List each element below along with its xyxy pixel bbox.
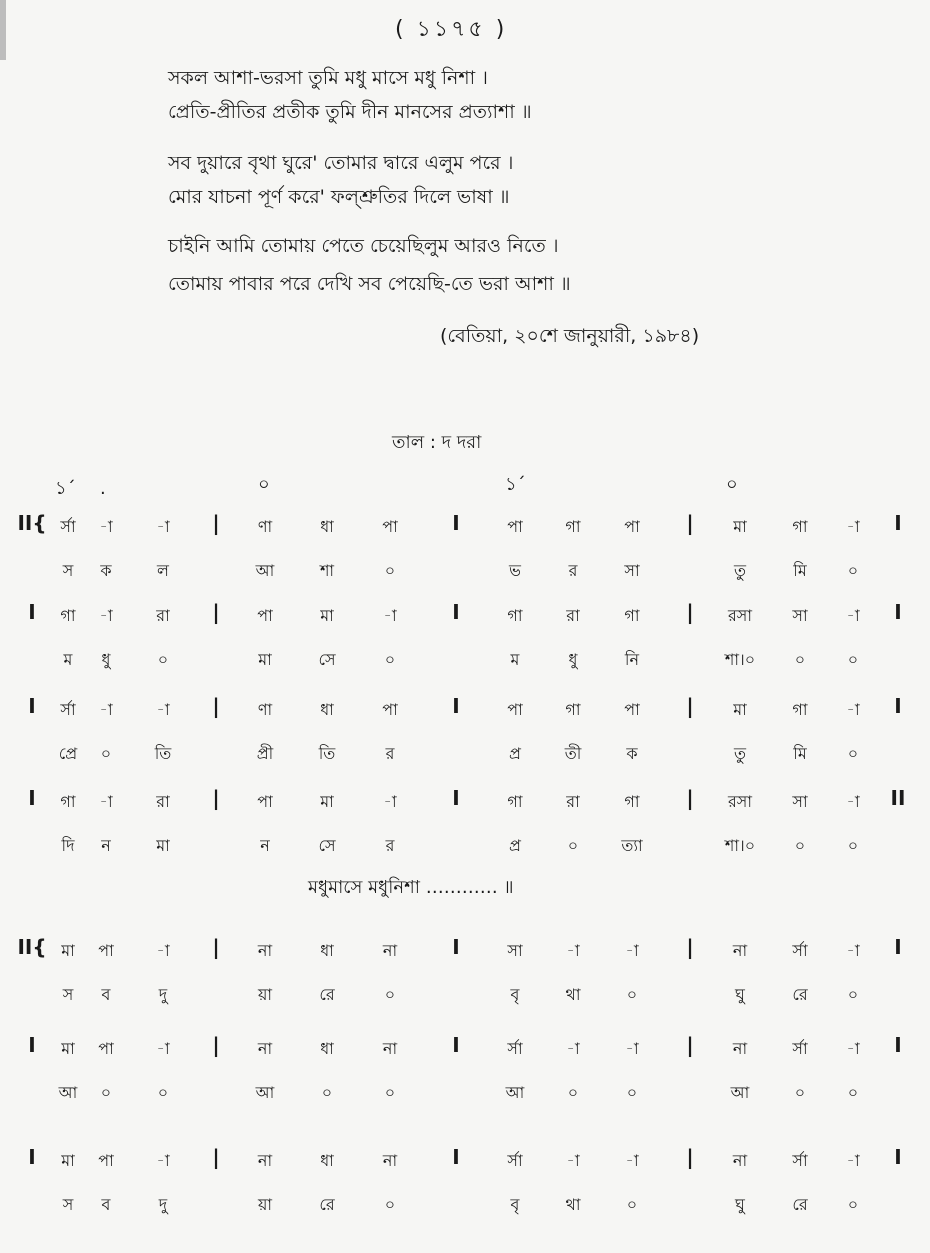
bar-line: II [890, 786, 906, 810]
bar-line: I [894, 511, 902, 535]
lyric-syllable: সা [624, 561, 640, 580]
swara-note: গা [792, 700, 808, 719]
lyric-syllable: তি [154, 744, 172, 763]
swara-note: পা [507, 517, 523, 536]
lyric-syllable: ন [260, 836, 270, 855]
lyric-syllable: ভ [509, 561, 521, 580]
bar-line: | [686, 786, 694, 810]
bar-line: I [28, 1033, 36, 1057]
lyric-syllable: ০ [567, 836, 579, 855]
lyric-syllable: ধু [101, 650, 111, 669]
lyric-syllable: শা।০ [724, 650, 756, 669]
lyric-syllable: ০ [847, 836, 859, 855]
lyric-syllable: ক [100, 561, 112, 580]
swara-note: -া [846, 606, 860, 625]
lyric-syllable: আ [58, 1083, 78, 1102]
lyric-syllable: ০ [100, 1083, 112, 1102]
swara-note: রা [566, 792, 580, 811]
swara-note: মা [320, 792, 334, 811]
lyric-syllable: য়া [257, 985, 273, 1004]
lyric-syllable: য়া [257, 1195, 273, 1214]
swara-note: পা [382, 700, 398, 719]
swara-note: -া [99, 606, 113, 625]
lyric-syllable: ত্যা [621, 836, 643, 855]
poem-line: চাইনি আমি তোমায় পেতে চেয়েছিলুম আরও নিতে । [168, 235, 559, 257]
swara-note: মা [733, 700, 747, 719]
page-number: ( ১১৭৫ ) [395, 17, 508, 42]
swara-note: সা [792, 606, 808, 625]
swara-note: -া [156, 700, 170, 719]
lyric-syllable: ০ [847, 561, 859, 580]
lyric-syllable: ০ [626, 1195, 638, 1214]
swara-note: গা [507, 606, 523, 625]
lyric-syllable: নি [624, 650, 640, 669]
lyric-syllable: তি [318, 744, 336, 763]
lyric-syllable: প্রে [58, 744, 78, 763]
lyric-syllable: আ [505, 1083, 525, 1102]
lyric-syllable: ন [101, 836, 111, 855]
lyric-syllable: প্র [509, 836, 521, 855]
swara-note: রা [156, 606, 170, 625]
swara-note: -া [383, 792, 397, 811]
lyric-syllable: ০ [794, 836, 806, 855]
swara-note: -া [846, 1039, 860, 1058]
swara-note: পা [98, 1151, 114, 1170]
lyric-syllable: আ [255, 561, 275, 580]
lyric-syllable: ০ [567, 1083, 579, 1102]
lyric-syllable: ০ [794, 1083, 806, 1102]
attribution: (বেতিয়া, ২০শে জানুয়ারী, ১৯৮৪) [440, 325, 700, 347]
swara-note: ধা [320, 1039, 334, 1058]
swara-note: র্সা [60, 517, 76, 536]
lyric-syllable: সে [318, 836, 336, 855]
swara-note: পা [507, 700, 523, 719]
lyric-syllable: তু [733, 744, 747, 763]
swara-note: -া [625, 1039, 639, 1058]
lyric-syllable: ব [101, 1195, 111, 1214]
lyric-syllable: প্র [509, 744, 521, 763]
lyric-syllable: দু [158, 1195, 168, 1214]
lyric-syllable: ধু [568, 650, 578, 669]
swara-note: গা [624, 792, 640, 811]
lyric-syllable: ০ [384, 985, 396, 1004]
swara-note: পা [624, 700, 640, 719]
swara-note: গা [792, 517, 808, 536]
lyric-syllable: ঘু [735, 985, 745, 1004]
swara-note: -া [846, 792, 860, 811]
lyric-syllable: শা [319, 561, 335, 580]
swara-note: -া [846, 517, 860, 536]
swara-note: র্সা [507, 1151, 523, 1170]
bar-line: I [894, 600, 902, 624]
lyric-syllable: মি [793, 561, 807, 580]
lyric-syllable: মা [156, 836, 170, 855]
bar-line: | [686, 935, 694, 959]
lyric-syllable: ম [63, 650, 73, 669]
lyric-syllable: শা।০ [724, 836, 756, 855]
swara-note: গা [565, 700, 581, 719]
bar-line: I [894, 1145, 902, 1169]
bar-line: I [28, 600, 36, 624]
poem-line: সকল আশা-ভরসা তুমি মধু মাসে মধু নিশা । [168, 67, 488, 89]
swara-note: -া [566, 1151, 580, 1170]
bar-line: II{ [17, 935, 47, 959]
swara-note: -া [566, 941, 580, 960]
swara-note: -া [99, 700, 113, 719]
swara-note: -া [566, 1039, 580, 1058]
swara-note: ণা [257, 700, 273, 719]
swara-note: রা [566, 606, 580, 625]
poem-line: মোর যাচনা পূর্ণ করে' ফল্‌শ্রুতির দিলে ভাষা ॥ [168, 186, 510, 208]
swara-note: পা [257, 792, 273, 811]
lyric-syllable: স [62, 985, 74, 1004]
swara-note: রসা [727, 792, 753, 811]
swara-note: না [257, 941, 273, 960]
lyric-syllable: ০ [384, 1195, 396, 1214]
swara-note: না [732, 941, 748, 960]
swara-note: গা [60, 792, 76, 811]
poem-line: প্রেতি-প্রীতির প্রতীক তুমি দীন মানসের প্রত্যাশা ॥ [168, 101, 532, 123]
swara-note: রা [156, 792, 170, 811]
swara-note: র্সা [60, 700, 76, 719]
swara-note: সা [507, 941, 523, 960]
swara-note: -া [846, 1151, 860, 1170]
lyric-syllable: স [62, 1195, 74, 1214]
swara-note: রসা [727, 606, 753, 625]
lyric-syllable: র [568, 561, 578, 580]
lyric-syllable: ০ [384, 561, 396, 580]
swara-note: পা [98, 941, 114, 960]
bar-line: | [686, 1145, 694, 1169]
swara-note: র্সা [792, 1039, 808, 1058]
lyric-syllable: ০ [321, 1083, 333, 1102]
swara-note: -া [156, 1151, 170, 1170]
lyric-syllable: তু [733, 561, 747, 580]
lyric-syllable: ম [510, 650, 520, 669]
swara-note: পা [98, 1039, 114, 1058]
bar-line: | [212, 935, 220, 959]
lyric-syllable: আ [255, 1083, 275, 1102]
lyric-syllable: ০ [157, 650, 169, 669]
swara-note: -া [156, 941, 170, 960]
beat-marker: . [100, 478, 106, 499]
bar-line: I [452, 694, 460, 718]
refrain-line: মধুমাসে মধুনিশা ………… ॥ [308, 877, 514, 898]
lyric-syllable: মা [258, 650, 272, 669]
swara-note: ণা [257, 517, 273, 536]
lyric-syllable: বৃ [510, 1195, 520, 1214]
bar-line: I [452, 511, 460, 535]
bar-line: | [212, 786, 220, 810]
swara-note: -া [156, 517, 170, 536]
swara-note: মা [61, 941, 75, 960]
lyric-syllable: ০ [794, 650, 806, 669]
swara-note: ধা [320, 700, 334, 719]
tal-label: তাল : দ দরা [392, 432, 482, 453]
swara-note: গা [507, 792, 523, 811]
beat-marker: ১´ [505, 474, 526, 495]
bar-line: | [212, 600, 220, 624]
swara-note: ধা [320, 941, 334, 960]
beat-marker: ০ [726, 474, 738, 495]
swara-note: র্সা [507, 1039, 523, 1058]
lyric-syllable: র [385, 836, 395, 855]
swara-note: র্সা [792, 1151, 808, 1170]
bar-line: | [212, 511, 220, 535]
swara-note: -া [99, 517, 113, 536]
swara-note: গা [565, 517, 581, 536]
swara-note: -া [383, 606, 397, 625]
bar-line: I [452, 1145, 460, 1169]
bar-line: II{ [17, 511, 47, 535]
swara-note: পা [382, 517, 398, 536]
swara-note: মা [320, 606, 334, 625]
bar-line: | [686, 511, 694, 535]
lyric-syllable: রে [319, 985, 335, 1004]
swara-note: না [382, 1151, 398, 1170]
bar-line: | [212, 694, 220, 718]
bar-line: I [452, 935, 460, 959]
swara-note: -া [99, 792, 113, 811]
lyric-syllable: স [62, 561, 74, 580]
lyric-syllable: ব [101, 985, 111, 1004]
bar-line: I [28, 786, 36, 810]
lyric-syllable: প্রী [256, 744, 274, 763]
poem-line: সব দুয়ারে বৃথা ঘুরে' তোমার দ্বারে এলুম পরে । [168, 152, 514, 174]
swara-note: সা [792, 792, 808, 811]
lyric-syllable: রে [319, 1195, 335, 1214]
lyric-syllable: ০ [384, 1083, 396, 1102]
lyric-syllable: রে [792, 985, 808, 1004]
swara-note: -া [846, 700, 860, 719]
swara-note: -া [846, 941, 860, 960]
swara-note: -া [156, 1039, 170, 1058]
poem-line: তোমায় পাবার পরে দেখি সব পেয়েছি-তে ভরা আশা ॥ [168, 273, 571, 295]
swara-note: না [382, 941, 398, 960]
swara-note: র্সা [792, 941, 808, 960]
swara-note: না [732, 1039, 748, 1058]
swara-note: মা [61, 1039, 75, 1058]
lyric-syllable: তী [564, 744, 582, 763]
lyric-syllable: দি [61, 836, 75, 855]
lyric-syllable: রে [792, 1195, 808, 1214]
lyric-syllable: মি [793, 744, 807, 763]
bar-line: I [28, 694, 36, 718]
swara-note: ধা [320, 517, 334, 536]
lyric-syllable: ০ [626, 985, 638, 1004]
bar-line: | [212, 1145, 220, 1169]
lyric-syllable: ০ [100, 744, 112, 763]
swara-note: -া [625, 941, 639, 960]
lyric-syllable: আ [730, 1083, 750, 1102]
lyric-syllable: থা [565, 1195, 581, 1214]
swara-note: না [732, 1151, 748, 1170]
swara-note: -া [625, 1151, 639, 1170]
lyric-syllable: ল [157, 561, 169, 580]
lyric-syllable: বৃ [510, 985, 520, 1004]
page-edge-shadow [0, 0, 6, 60]
bar-line: I [894, 1033, 902, 1057]
lyric-syllable: ০ [847, 1195, 859, 1214]
bar-line: | [686, 1033, 694, 1057]
lyric-syllable: ০ [157, 1083, 169, 1102]
swara-note: মা [61, 1151, 75, 1170]
swara-note: পা [257, 606, 273, 625]
lyric-syllable: থা [565, 985, 581, 1004]
lyric-syllable: সে [318, 650, 336, 669]
swara-note: না [257, 1039, 273, 1058]
beat-marker: ১´ [55, 478, 76, 499]
bar-line: I [894, 935, 902, 959]
bar-line: | [686, 600, 694, 624]
bar-line: | [686, 694, 694, 718]
swara-note: মা [733, 517, 747, 536]
bar-line: I [452, 786, 460, 810]
lyric-syllable: ০ [626, 1083, 638, 1102]
lyric-syllable: ০ [847, 985, 859, 1004]
swara-note: ধা [320, 1151, 334, 1170]
bar-line: I [452, 600, 460, 624]
lyric-syllable: ঘু [735, 1195, 745, 1214]
lyric-syllable: ০ [847, 650, 859, 669]
bar-line: I [28, 1145, 36, 1169]
lyric-syllable: দু [158, 985, 168, 1004]
swara-note: গা [60, 606, 76, 625]
bar-line: I [452, 1033, 460, 1057]
swara-note: পা [624, 517, 640, 536]
swara-note: না [382, 1039, 398, 1058]
bar-line: I [894, 694, 902, 718]
lyric-syllable: ০ [847, 744, 859, 763]
lyric-syllable: ০ [847, 1083, 859, 1102]
lyric-syllable: র [385, 744, 395, 763]
lyric-syllable: ০ [384, 650, 396, 669]
bar-line: | [212, 1033, 220, 1057]
swara-note: গা [624, 606, 640, 625]
beat-marker: ০ [258, 474, 270, 495]
lyric-syllable: ক [626, 744, 638, 763]
swara-note: না [257, 1151, 273, 1170]
